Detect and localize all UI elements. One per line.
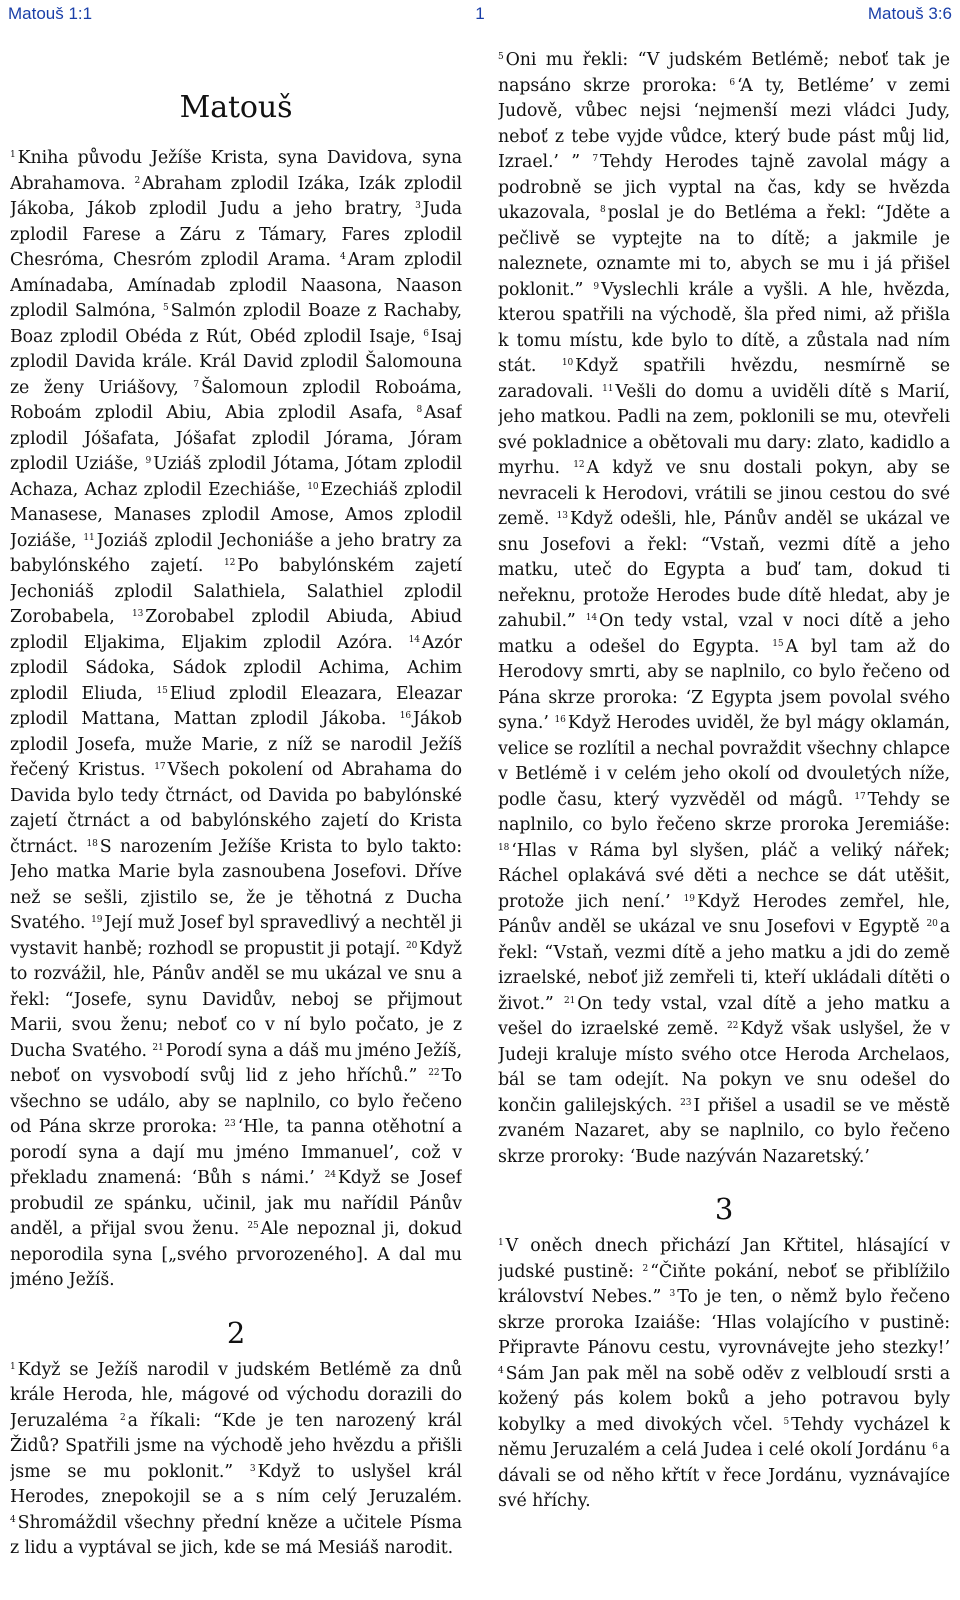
- verse-number: 5: [498, 52, 504, 62]
- verse-text: Když se Ježíš narodil v judském Betlémě za dnů krále Heroda, hle, mágové od východu dorazili do Jeruzaléma: [10, 1359, 462, 1431]
- verse-number: 8: [416, 405, 423, 415]
- verse-number: 23: [680, 1097, 692, 1108]
- verse-number: 22: [726, 1021, 739, 1031]
- verse-number: 19: [91, 915, 103, 925]
- verse-text: Tehdy vycházel k němu Jeruzalém a celá Judea i celé okolí Jordánu: [498, 1414, 950, 1460]
- verse-text: Kniha původu Ježíše Krista, syna Davidova, syna Abrahamova.: [10, 148, 462, 194]
- verse-text: Všech pokolení od Abrahama do Davida bylo tedy čtrnáct, od Davida po babylónské zajetí čtrnáct a od babylónského zajetí do Krista čtrnáct.: [10, 760, 462, 857]
- verse-number: 11: [83, 532, 95, 543]
- verse-text: On tedy vstal, vzal dítě a jeho matku a vešel do izraelské země.: [498, 993, 950, 1039]
- verse-number: 5: [783, 1416, 790, 1427]
- verse-text: Sám Jan pak měl na sobě oděv z velbloudí srsti a kožený pás kolem boků a jeho potravou byly kobylky a med divokých včel.: [498, 1363, 950, 1435]
- verse-number: 2: [120, 1412, 126, 1423]
- verse-number: 22: [428, 1068, 440, 1078]
- verse-number: 18: [498, 842, 510, 853]
- verse-number: 16: [554, 715, 566, 725]
- verse-number: 20: [406, 940, 418, 951]
- verse-text: Aram zplodil Amínadaba, Amínadab zplodil Naasona, Naason zplodil Salmóna,: [10, 250, 462, 321]
- verse-text: I přišel a usadil se ve městě zvaném Nazaret, aby se naplnilo, co bylo řečeno skrze proroky: ‘Bude nazýván Nazaretský.’: [498, 1095, 950, 1167]
- verse-text: Když odešli, hle, Pánův anděl se ukázal ve snu Josefovi a řekl: “Vstaň, vezmi dítě a jeho matku, uteč do Egypta a buď tam, dokud ti neřeknu, protože Herodes bude dítě hledat, aby je zahubil.”: [498, 509, 950, 631]
- verse-text: Tehdy se naplnilo, co bylo řečeno skrze proroka Jeremiáše:: [498, 789, 950, 835]
- verse-number: 24: [324, 1170, 336, 1180]
- verse-text: Shromáždil všechny přední kněze a učitele Písma z lidu a vyptával se jich, kde se má Mesiáš narodit.: [10, 1512, 462, 1558]
- verse-text: Tehdy Herodes tajně zavolal mágy a podrobně se jich vyptal na čas, kdy se hvězda ukazovala,: [498, 152, 950, 223]
- verse-number: 1: [498, 1238, 504, 1248]
- verse-number: 19: [683, 893, 695, 904]
- verse-number: 2: [134, 175, 141, 186]
- verse-text: Uziáš zplodil Jótama, Jótam zplodil Achaza, Achaz zplodil Ezechiáše,: [10, 454, 462, 500]
- verse-text: Joziáš zplodil Jechoniáše a jeho bratry za babylónského zajetí.: [10, 530, 462, 576]
- verse-text: S narozením Ježíše Krista to bylo takto: Jeho matka Marie byla zasnoubena Josefovi. Dříve než se sešli, zjistilo se, že je těhotná z Ducha Svatého.: [10, 836, 462, 933]
- verse-text: Když se Josef probudil ze spánku, učinil, jak mu nařídil Pánův anděl, a přijal svou ženu.: [10, 1168, 462, 1239]
- verse-text: Šalomoun zplodil Roboáma, Roboám zplodil Abiu, Abia zplodil Asafa,: [10, 377, 462, 423]
- verse-number: 2: [642, 1263, 649, 1274]
- verse-text: To je ten, o němž bylo řečeno skrze proroka Izaiáše: ‘Hlas volajícího v pustině: Připravte Pánovu cestu, vyrovnávejte jeho stezky!’: [498, 1287, 950, 1358]
- verse-text: Oni mu řekli: “V judském Betlémě; neboť tak je napsáno skrze proroka:: [498, 50, 950, 96]
- verse-number: 14: [408, 634, 420, 645]
- verse-number: 12: [223, 558, 236, 568]
- verse-text: Když Herodes zemřel, hle, Pánův anděl se ukázal ve snu Josefovi v Egyptě: [498, 891, 950, 937]
- verse-text: A když ve snu dostali pokyn, aby se nevraceli k Herodovi, vrátili se jinou cestou do své země.: [498, 458, 950, 529]
- verse-text: ‘Hlas v Ráma byl slyšen, pláč a veliký nářek; Ráchel oplakává své děti a nechce se dát utěšit, protože jich není.’: [498, 840, 950, 912]
- verse-number: 18: [86, 838, 98, 849]
- verse-number: 4: [339, 252, 346, 262]
- verse-number: 1: [10, 1361, 16, 1372]
- verse-text: Ale nepoznal ji, dokud neporodila syna [„svého prvorozeného]. A dal mu jméno Ježíš.: [10, 1219, 462, 1290]
- verse-number: 4: [498, 1365, 504, 1376]
- book-title: Matouš: [179, 90, 293, 125]
- verse-text: ‘Hle, ta panna otěhotní a porodí syna a dají mu jméno Immanuel’, což v překladu znamená: ‘Bůh s námi.’: [10, 1117, 462, 1188]
- verse-text: Její muž Josef byl spravedlivý a nechtěl ji vystavit hanbě; rozhodl se propustit ji potají.: [10, 913, 462, 959]
- verse-text: Salmón zplodil Boaze z Rachaby, Boaz zplodil Obéda z Rút, Obéd zplodil Isaje,: [10, 301, 462, 347]
- verse-text: a dávali se od něho křtít v řece Jordánu, vyznávajíce své hříchy.: [498, 1440, 950, 1511]
- chapter-3-number: 3: [714, 1192, 734, 1226]
- verse-number: 4: [10, 1514, 16, 1525]
- verse-text: Když spatřili hvězdu, nesmírně se zaradovali.: [498, 356, 950, 402]
- chapter-2-text: [10, 1358, 462, 1562]
- verse-number: 3: [249, 1463, 256, 1474]
- verse: [10, 1513, 462, 1559]
- verse-number: 15: [156, 685, 168, 696]
- verse-number: 25: [247, 1221, 259, 1231]
- verse-number: 8: [599, 205, 606, 215]
- verse-text: Když to rozvážil, hle, Pánův anděl se mu ukázal ve snu a řekl: “Josefe, synu Davidův, neboj se přijmout Marii, svou ženu; neboť co v ní bylo počato, je z Ducha Svatého.: [10, 938, 462, 1061]
- verse-number: 16: [399, 711, 412, 721]
- verse-number: 3: [669, 1289, 676, 1299]
- verse-number: 13: [556, 511, 568, 521]
- verse-text: Zorobabel zplodil Abiuda, Abiud zplodil Eljakima, Eljakim zplodil Azóra.: [10, 607, 462, 653]
- verse-number: 17: [854, 791, 866, 802]
- verse-text: On tedy vstal, vzal v noci dítě a jeho matku a odešel do Egypta.: [498, 611, 950, 657]
- verse-text: Eliud zplodil Eleazara, Eleazar zplodil Mattana, Mattan zplodil Jákoba.: [10, 683, 462, 729]
- header-right-reference[interactable]: Matouš 3:6: [867, 4, 952, 23]
- page-header: [8, 4, 952, 30]
- chapter-2-text-continued: [498, 48, 950, 1170]
- verse-text: Vešli do domu a uviděli dítě s Marií, jeho matkou. Padli na zem, poklonili se mu, otevřeli své pokladnice a obětovali mu dary: zlato, kadidlo a myrhu.: [498, 381, 950, 478]
- verse-text: Když Herodes uviděl, že byl mágy oklamán, velice se rozlítil a nechal povraždit všechny chlapce v Betlémě i v celém jeho okolí od dvouletých níže, podle času, který vyzvěděl od mágů.: [498, 713, 950, 810]
- verse-number: 11: [602, 383, 614, 394]
- verse-number: 21: [152, 1042, 164, 1053]
- verse-text: a řekl: “Vstaň, vezmi dítě a jeho matku a jdi do země izraelské, neboť již zemřeli ti, kteří ukládali dítěti o život.”: [498, 917, 950, 1014]
- verse-number: 7: [592, 154, 598, 164]
- verse-text: ‘A ty, Betléme’ v zemi Judově, vůbec nejsi ‘nejmenší mezi vládci Judy, neboť z tebe vyjde vůdce, který bude pást můj lid, Izrael.’ ”: [498, 75, 950, 172]
- chapter-2-number: 2: [226, 1315, 246, 1350]
- verse-number: 10: [307, 481, 319, 492]
- verse-number: 1: [10, 150, 16, 160]
- verse-text: Isaj zplodil Davida krále. Král David zplodil Šalomouna ze ženy Uriášovy,: [10, 326, 462, 398]
- chapter-1-text: [10, 146, 462, 1294]
- verse-text: Juda zplodil Farese a Záru z Támary, Fares zplodil Chesróma, Chesróm zplodil Arama.: [10, 199, 462, 270]
- verse-number: 17: [154, 762, 166, 772]
- verse-number: 15: [772, 638, 784, 649]
- header-left-reference[interactable]: Matouš 1:1: [8, 4, 93, 23]
- verse-text: Azór zplodil Sádoka, Sádok zplodil Achima, Achim zplodil Eliuda,: [10, 632, 462, 704]
- verse-text: poslal je do Betléma a řekl: “Jděte a pečlivě se vyptejte na to dítě; a jakmile je naleznete, oznamte mi to, abych se mu i já přišel poklonit.”: [498, 203, 950, 300]
- verse-text: Ezechiáš zplodil Manasese, Manases zplodil Amose, Amos zplodil Joziáše,: [10, 479, 462, 551]
- verse-text: Když to uslyšel král Herodes, znepokojil se a s ním celý Jeruzalém.: [10, 1461, 462, 1507]
- verse-text: a říkali: “Kde je ten narozený král Židů? Spatřili jsme na východě jeho hvězdu a přišli jsme se mu poklonit.”: [10, 1410, 462, 1482]
- verse-number: 9: [593, 281, 600, 292]
- verse-text: “Čiňte pokání, neboť se přiblížilo království Nebes.”: [498, 1261, 950, 1307]
- page-number: 1: [475, 4, 485, 23]
- verse-number: 13: [131, 609, 144, 619]
- verse-number: 12: [573, 460, 585, 470]
- verse-text: Když však uslyšel, že v Judeji kraluje místo svého otce Heroda Archelaos, bál se tam odejít. Na pokyn ve snu odešel do končin galilejských.: [498, 1019, 950, 1116]
- verse-text: Porodí syna a dáš mu jméno Ježíš, neboť on vysvobodí svůj lid z jeho hříchů.”: [10, 1040, 462, 1086]
- verse-text: Jákob zplodil Josefa, muže Marie, z níž se narodil Ježíš řečený Kristus.: [10, 709, 462, 780]
- chapter-3-text: [498, 1234, 950, 1515]
- left-column: [10, 48, 462, 1596]
- verse-text: Po babylónském zajetí Jechoniáš zplodil Salathiela, Salathiel zplodil Zorobabela,: [10, 556, 462, 627]
- verse-number: 6: [932, 1442, 938, 1452]
- verse-text: Vyslechli krále a vyšli. A hle, hvězda, kterou spatřili na východě, šla před nimi, až přišla k tomu místu, kde bylo to dítě, a zůstala nad ním stát.: [498, 279, 950, 376]
- verse-number: 20: [926, 919, 938, 929]
- verse-text: To všechno se událo, aby se naplnilo, co bylo řečeno od Pána skrze proroka:: [10, 1066, 462, 1137]
- verse-number: 6: [729, 77, 736, 88]
- verse-number: 6: [423, 328, 429, 339]
- verse-text: A byl tam až do Herodovy smrti, aby se naplnilo, co bylo řečeno od Pána skrze proroka: ‘Z Egypta jsem povolal svého syna.’: [498, 636, 950, 733]
- verse-number: 14: [585, 613, 597, 623]
- verse-text: V oněch dnech přichází Jan Křtitel, hlásající v judské pustině:: [498, 1236, 950, 1282]
- verse-text: Abraham zplodil Izáka, Izák zplodil Jákoba, Jákob zplodil Judu a jeho bratry,: [10, 173, 462, 219]
- verse-number: 9: [145, 456, 152, 466]
- verse-number: 5: [162, 303, 169, 313]
- verse-text: Asaf zplodil Jóšafata, Jóšafat zplodil Jórama, Jóram zplodil Uziáše,: [10, 403, 462, 474]
- verse-number: 3: [415, 201, 421, 211]
- verse-number: 10: [561, 358, 574, 368]
- right-column: [498, 48, 950, 1596]
- verse-number: 7: [193, 379, 199, 390]
- verse-number: 23: [224, 1119, 236, 1129]
- verse-number: 21: [564, 995, 576, 1006]
